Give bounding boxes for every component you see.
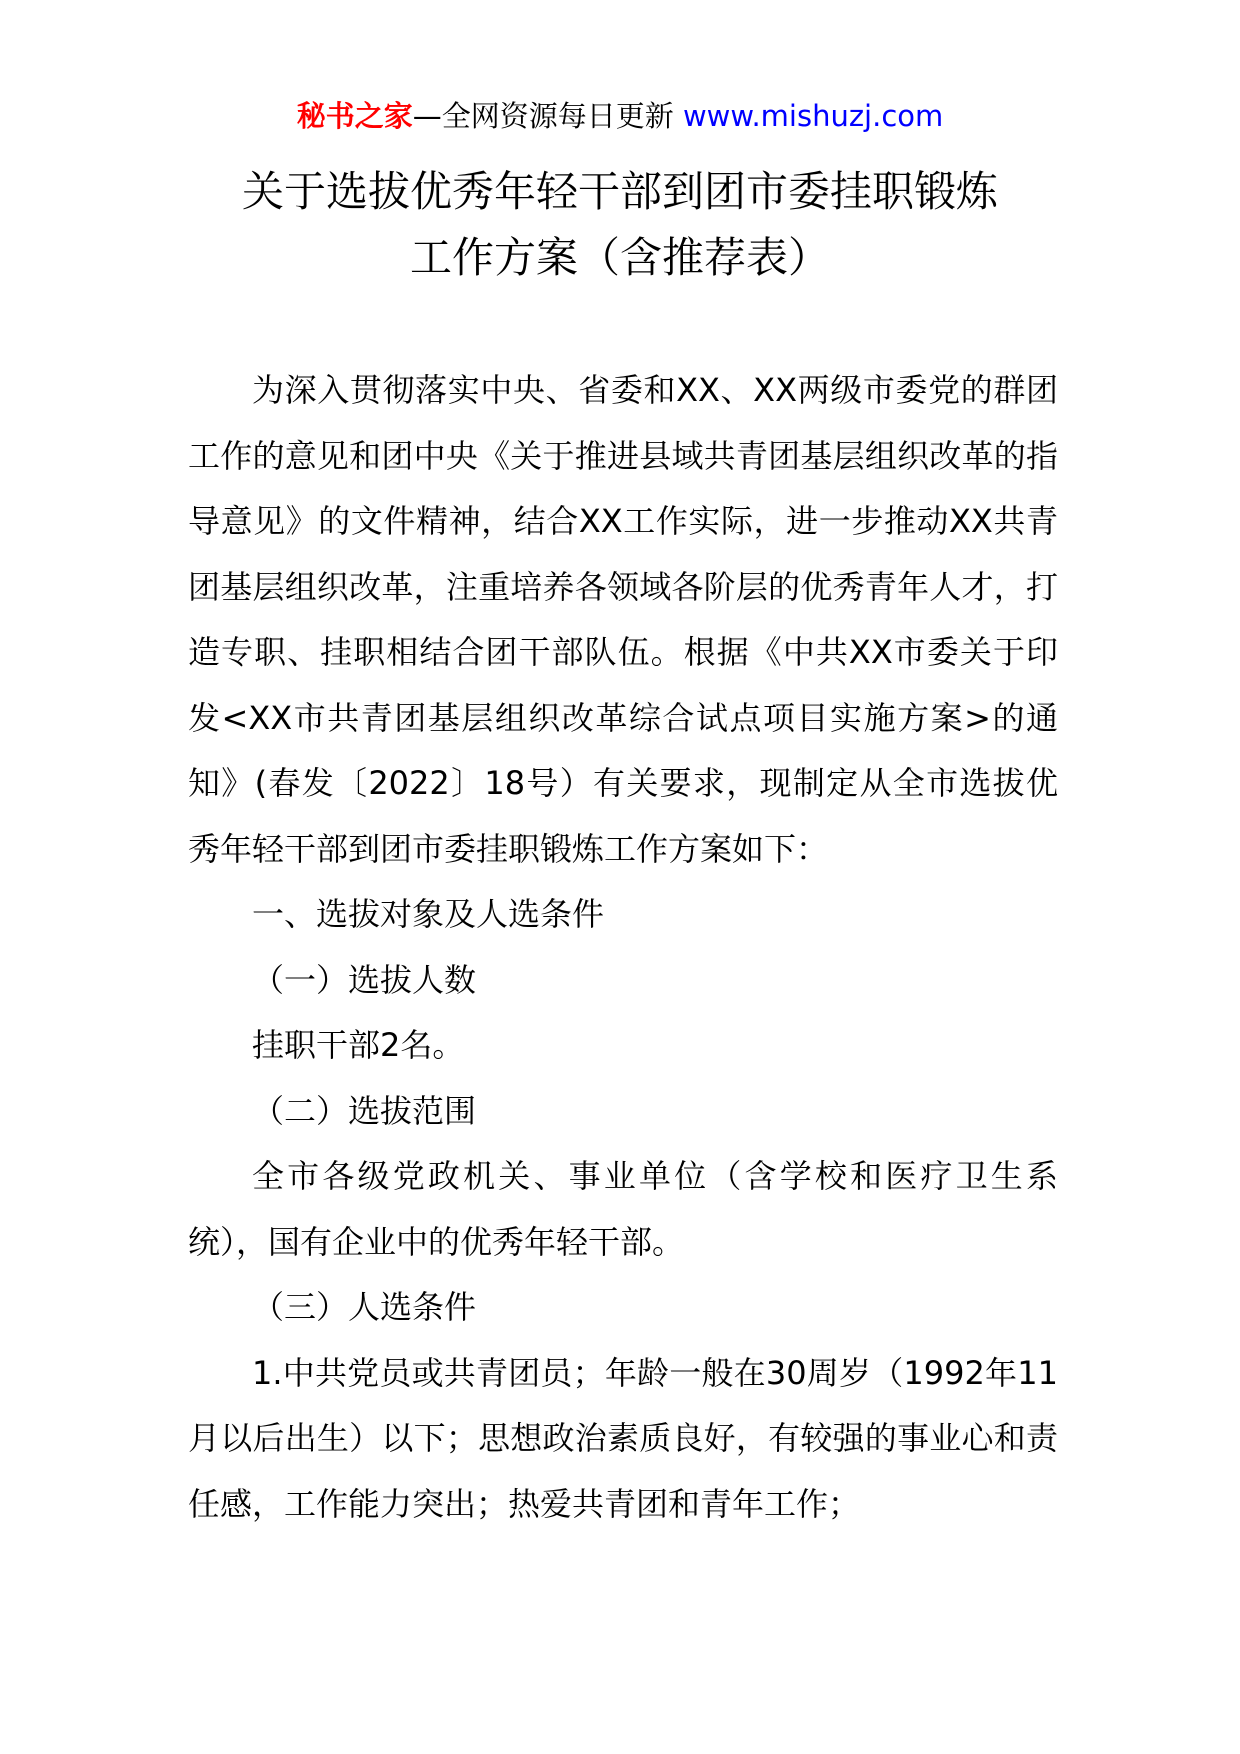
website-link[interactable]: www.mishuzj.com (682, 99, 944, 133)
subsection-heading-3: （三）人选条件 (252, 1288, 477, 1326)
document-title-line-2: 工作方案（含推荐表） (409, 233, 830, 282)
subsection-heading-1: （一）选拔人数 (252, 960, 477, 999)
intro-paragraph: 为深入贯彻落实中央、省委和XX、XX两级市委党的群团工作的意见和团中央《关于推进县域共青团基层组织改革的指导意见》的文件精神，结合XX工作实际，进一步推动XX共青团基层组织改革，注重培养各领域各阶层的优秀青年人才，打造专职、挂职相结合团干部队伍。根据《中共XX市委关于印发<XX市共青团基层组织改革综合试点项目实施方案>的通知》(春发〔2022〕18号）有关要求，现制定从全市选拔优秀年轻干部到团市委挂职锻炼工作方案如下： (188, 371, 1058, 868)
section-heading-1: 一、选拔对象及人选条件 (252, 895, 605, 933)
body-paragraph: 全市各级党政机关、事业单位（含学校和医疗卫生系统），国有企业中的优秀年轻干部。 (188, 1157, 1058, 1261)
body-paragraph: 1.中共党员或共青团员；年龄一般在30周岁（1992年11月以后出生）以下；思想政治素质良好，有较强的事业心和责任感，工作能力突出；热爱共青团和青年工作； (188, 1353, 1058, 1523)
header-tagline: —全网资源每日更新 (412, 99, 683, 133)
subsection-heading-2: （二）选拔范围 (252, 1091, 477, 1130)
body-paragraph: 挂职干部2名。 (252, 1026, 465, 1064)
site-header (0, 96, 1240, 136)
document-body (188, 358, 1058, 1537)
brand-name: 秘书之家 (296, 99, 413, 133)
document-title-line-1: 关于选拔优秀年轻干部到团市委挂职锻炼 (241, 167, 998, 216)
